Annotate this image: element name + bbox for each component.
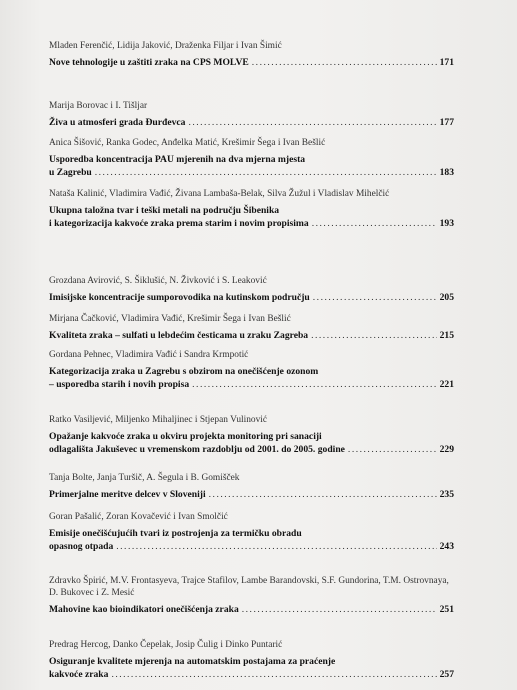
toc-entry-title	[49, 205, 454, 230]
dot-leader	[192, 379, 436, 392]
toc-entry-title-line	[49, 489, 454, 502]
toc-entry-title-line	[49, 292, 454, 305]
toc-entry-title	[49, 292, 454, 305]
toc-entry-authors: Mladen Ferenčić, Lidija Jaković, Draženka Filjar i Ivan Šimić	[49, 41, 282, 51]
toc-entry-authors: Predrag Hercog, Danko Čepelak, Josip Čulig i Dinko Puntarić	[49, 640, 283, 650]
toc-entry-title-text: – usporedba starih i novih propisa	[49, 378, 190, 390]
toc-entry-title	[49, 528, 454, 553]
toc-entry-title-line	[49, 669, 454, 682]
toc-entry	[49, 275, 454, 305]
dot-leader	[116, 541, 436, 554]
toc-entry-title-line: Usporedba koncentracija PAU mjerenih na dva mjerna mjesta	[49, 154, 306, 165]
page-number[interactable]: 183	[439, 166, 454, 178]
page-number[interactable]: 229	[439, 443, 454, 455]
toc-entry-authors: Nataša Kalinić, Vladimira Vađić, Živana Lambaša-Belak, Silva Žužul i Vladislav Mihelčić	[49, 189, 390, 199]
page-number[interactable]: 257	[439, 668, 454, 680]
toc-entry-title-line	[49, 57, 454, 70]
toc-entry-title-line	[49, 218, 454, 231]
toc-entry-title	[49, 330, 454, 343]
toc-entry-title-line	[49, 117, 454, 130]
page-number[interactable]: 177	[439, 117, 454, 128]
toc-entry-title	[49, 604, 454, 617]
toc-entry	[49, 472, 454, 502]
dot-leader	[95, 167, 437, 180]
dot-leader	[312, 218, 437, 231]
toc-entry-title-line: Opažanje kakvoće zraka u okviru projekta monitoring pri sanaciji	[49, 431, 322, 442]
toc-entry	[49, 414, 454, 456]
toc-entry	[49, 100, 454, 130]
toc-entry	[49, 349, 454, 391]
dot-leader	[188, 117, 436, 130]
toc-entry-title-text: Primerjalne meritve delcev v Sloveniji	[49, 489, 206, 500]
toc-entry-title-line: Emisije onečišćujućih tvari iz postrojenja za termičku obradu	[49, 528, 302, 539]
toc-entry-authors: Ratko Vasiljević, Miljenko Mihaljinec i Stjepan Vulinović	[49, 415, 268, 425]
toc-entry-authors: Zdravko Špirić, M.V. Frontasyeva, Trajce Stafilov, Lambe Barandovski, S.F. Gundorina, T.M. Ostrovnaya, D. Bukovec i Z. Mesić	[49, 576, 449, 598]
page-number[interactable]: 205	[439, 292, 454, 303]
dot-leader	[111, 669, 436, 682]
toc-entry	[49, 40, 454, 70]
toc-entry	[49, 639, 454, 681]
toc-entry-authors: Marija Borovac i I. Tišljar	[49, 101, 148, 111]
toc-entry-title-line	[49, 541, 454, 554]
page-number[interactable]: 193	[439, 217, 454, 229]
toc-entry	[49, 313, 454, 343]
toc-entry-authors: Gordana Pehnec, Vladimira Vađić i Sandra Krmpotić	[49, 350, 249, 360]
toc-entry-title-line	[49, 167, 454, 180]
toc-entry-title-text: Nove tehnologije u zaštiti zraka na CPS MOLVE	[49, 57, 249, 68]
toc-entry-title	[49, 431, 454, 456]
toc-entry-title-line: Kategorizacija zraka u Zagrebu s obzirom na onečišćenje ozonom	[49, 366, 319, 377]
toc-entry-authors: Tanja Bolte, Janja Turšič, A. Šegula i B. Gomišček	[49, 473, 240, 483]
dot-leader	[242, 604, 437, 617]
toc-entry-title	[49, 489, 454, 502]
toc-entry-title	[49, 117, 454, 130]
dot-leader	[252, 57, 437, 70]
toc-entry-title-text: Mahovine kao bioindikatori onečišćenja zraka	[49, 604, 239, 615]
toc-entry-title	[49, 154, 454, 179]
toc-entry-title	[49, 656, 454, 681]
toc-entry	[49, 511, 454, 553]
page-number[interactable]: 251	[439, 604, 454, 615]
page-number[interactable]: 221	[439, 378, 454, 390]
toc-entry-title-text: kakvoće zraka	[49, 668, 109, 680]
toc-entry-title-text: odlagališta Jakuševec u vremenskom razdoblju od 2001. do 2005. godine	[49, 443, 345, 455]
toc-entry-title-text: Imisijske koncentracije sumporovodika na kutinskom području	[49, 292, 310, 303]
toc-entry-title-text: opasnog otpada	[49, 540, 114, 552]
toc-entry-authors: Mirjana Čačković, Vladimira Vađić, Krešimir Šega i Ivan Bešlić	[49, 314, 291, 324]
toc-entry-authors: Anica Šišović, Ranka Godec, Anđelka Matić, Krešimir Šega i Ivan Bešlić	[49, 138, 326, 148]
toc-entry-title-text: Živa u atmosferi grada Đurđevca	[49, 117, 186, 128]
toc-entry-title-text: i kategorizacija kakvoće zraka prema starim i novim propisima	[49, 217, 309, 229]
dot-leader	[311, 330, 437, 343]
toc-entry-authors: Goran Pašalić, Zoran Kovačević i Ivan Smolčić	[49, 512, 228, 522]
dot-leader	[348, 444, 437, 457]
toc-entry-title-line	[49, 330, 454, 343]
toc-entry	[49, 137, 454, 179]
toc-entry-title-line: Ukupna taložna tvar i teški metali na području Šibenika	[49, 205, 280, 216]
toc-entry-title	[49, 57, 454, 70]
toc-entry-authors: Grozdana Avirović, S. Šiklušić, N. Živković i S. Leaković	[49, 276, 267, 286]
toc-entry-title-text: Kvaliteta zraka – sulfati u lebdećim česticama u zraku Zagreba	[49, 330, 309, 341]
toc-entry-title-text: u Zagrebu	[49, 166, 92, 178]
toc-entry-title-line	[49, 604, 454, 617]
toc-entry-title-line: Osiguranje kvalitete mjerenja na automatskim postajama za praćenje	[49, 656, 336, 667]
dot-leader	[209, 489, 437, 502]
toc-entry	[49, 575, 454, 617]
toc-entry-title-line	[49, 444, 454, 457]
toc-entry-title	[49, 366, 454, 391]
page-number[interactable]: 235	[439, 489, 454, 500]
page-number[interactable]: 171	[439, 57, 454, 68]
dot-leader	[313, 292, 437, 305]
page-number[interactable]: 243	[439, 540, 454, 552]
page-number[interactable]: 215	[439, 330, 454, 341]
toc-entry	[49, 188, 454, 230]
toc-entry-title-line	[49, 379, 454, 392]
